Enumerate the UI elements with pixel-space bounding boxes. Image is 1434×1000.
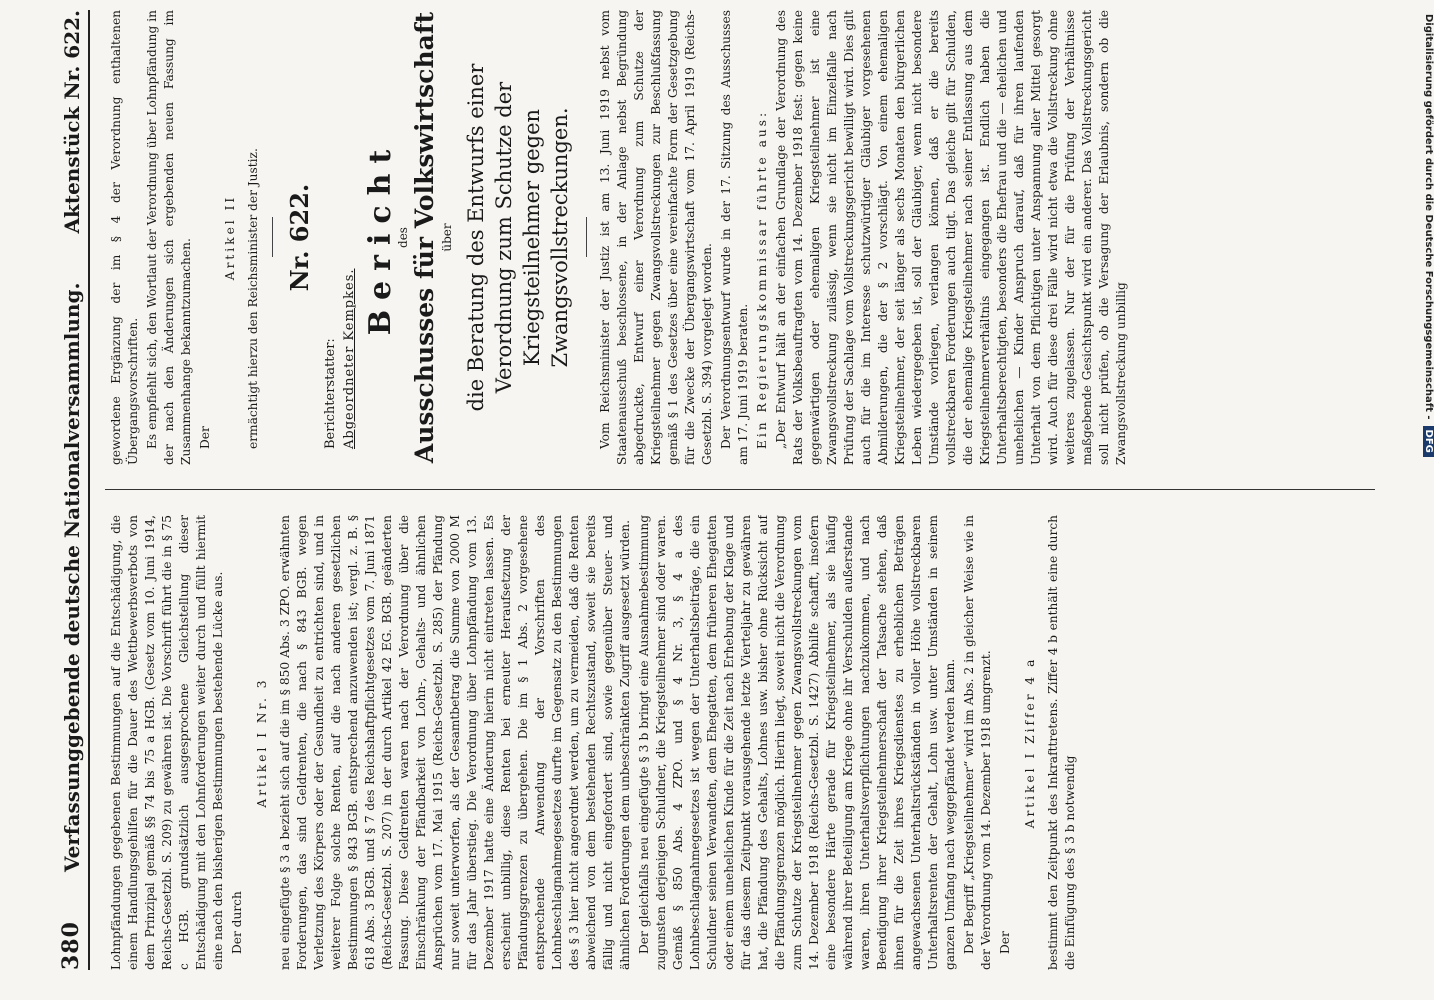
section-1-paragraph: neu eingefügte § 3 a bezieht sich auf die im § 850 Abs. 3 ZPO. erwähnten Forderungen, das sind Geldrenten, die nach § 843 BGB. wegen Verletzung des Körpers oder der Gesundheit zu entrichten sind, und in weiterer Folge solche Renten, auf die nach anderen gesetzlichen Bestimmungen § 843 BGB. entsprechend anzuwenden ist; vergl. z. B. § 618 Abs. 3 BGB. und § 7 des Reichshaftpflichtgesetzes vom 7. Juni 1871 (Reichs-Gesetzbl. S. 207) in der durch Artikel 42 EG. BGB. geänderten Fassung. Diese Geldrenten waren nach der Verordnung über die Einschränkung der Pfändbarkeit von Lohn-, Gehalts- und ähnlichen Ansprüchen vom 17. Mai 1915 (Reichs-Gesetzbl. S. 285) der Pfändung nur soweit unterworfen, als der Gesamtbetrag die Summe von 2000 M für das Jahr überstieg. Die Verordnung über Lohnpfändung vom 13. Dezember 1917 hatte eine Änderung hierin nicht eintreten lassen. Es erscheint unbillig, diese Renten bei erneuter Heraufsetzung der Pfändungsgrenzen zu übergehen. Die im § 1 Abs. 2 vorgesehene entsprechende Anwendung der Vorschriften des Lohnbeschlagnahmegesetzes durfte im Gegensatz zu den Bestimmungen des § 3 hier nicht angeordnet werden, um zu vermeiden, daß die Renten abweichend von dem bestehenden Rechtszustand, soweit sie bereits fällig und nicht eingefordert sind, sowie gegenüber Steuer- und ähnlichen Forderungen dem unbeschränkten Zugriff ausgesetzt würden. — [278, 515, 632, 970]
report-title: Bericht — [363, 139, 398, 336]
heading-artikel-1-nr-3: Artikel I Nr. 3 — [255, 677, 269, 808]
committee-name: Ausschusses für Volkswirtschaft — [410, 11, 439, 464]
column-divider — [105, 489, 1375, 490]
page-number: 380 — [58, 921, 84, 970]
report-number: Nr. 622. — [285, 183, 314, 292]
berichterstatter-label: Berichterstatter: — [323, 338, 338, 449]
running-title: Verfassunggebende deutsche Nationalversammlung. — [60, 282, 84, 873]
artikel-2-text: ermächtigt hierzu den Reichsminister der Justiz. — [246, 148, 260, 449]
report-paragraph: Der Verordnungsentwurf wurde in der 17. Sitzung des Ausschusses am 17. Juni 1919 beraten. — [719, 10, 750, 465]
section-1-paragraph: Der gleichfalls neu eingefügte § 3 b bringt eine Ausnahmebestimmung zugunsten derjenigen Schuldner, die Kriegsteilnehmer sind oder waren. Gemäß § 850 Abs. 4 ZPO. und § 4 Nr. 3, § 4 a des Lohnbeschlagnahmegesetzes ist wegen der Unterhaltsbeiträge, die ein Schuldner seinen Verwandten, dem Ehegatten, dem früheren Ehegatten oder einem unehelichen Kinde für die Zeit nach Erhebung der Klage und für das diesem Zeitpunkt vorausgehende letzte Vierteljahr zu gewähren hat, die Pfändung des Gehalts, Lohnes usw. bisher ohne Rücksicht auf die Pfändungsgrenzen möglich. Hierin liegt, soweit nicht die Verordnung zum Schutze der Kriegsteilnehmer gegen Zwangsvollstreckungen vom 14. Dezember 1918 (Reichs-Gesetzbl. S. 1427) Abhilfe schafft, insofern eine besondere Härte gerade für Kriegsteilnehmer, als sie häufig während ihrer Beteiligung am Kriege ohne ihr Verschulden außerstande waren, ihren Unterhaltsverpflichtungen nachzukommen, und nach Beendigung ihrer Kriegsteilnehmerschaft der Tatsache stehen, daß ihnen für die Zeit ihres Kriegsdienstes zu erheblichen Beträgen angewachsenen Unterhaltsrückständen in voller Höhe vollstreckbaren Unterhaltsrenten der Gehalt, Lohn usw. unter Umständen in seinem ganzen Umfang nach weggepfändet werden kann. — [637, 515, 957, 970]
heading-artikel-1-ziffer-4a: Artikel I Ziffer 4 a — [1023, 656, 1037, 829]
divider — [586, 218, 587, 258]
continuation-paragraph: Es empfiehlt sich, den Wortlaut der Verordnung über Lohnpfändung in der nach den Änderungen sich ergebenden neuen Fassung im Zusammenhange bekanntzumachen. — [145, 10, 193, 465]
der-durch: Der durch — [230, 891, 244, 954]
report-paragraph: Vom Reichsminister der Justiz ist am 13. Juni 1919 nebst vom Staatenausschuß beschlossene, in der Anlage nebst Begründung abgedruckte, Entwurf einer Verordnung zum Schutze der Kriegsteilnehmer gegen Zwangsvollstreckungen zur Beschlußfassung gemäß § 1 des Gesetzes über eine vereinfachte Form der Gesetzgebung für die Zwecke der Übergangswirtschaft vom 17. April 1919 (Reichs-Gesetzbl. S. 394) vorgelegt worden. — [598, 10, 714, 465]
right-column — [108, 10, 1378, 465]
document-page — [50, 10, 1390, 970]
report-paragraph: „Der Entwurf hält an der einfachen Grundlage der Verordnung des Rats der Volksbeauftragten vom 14. Dezember 1918 fest: gegen keine gegenwärtigen oder ehemaligen Kriegsteilnehmer ist eine Zwangsvollstreckung zulässig, wenn sie nicht im Einzelfalle nach Prüfung der Sachlage vom Vollstreckungsgericht bewilligt wird. Dies gilt auch für die im Interesse schutzwürdiger Gläubiger vorgesehenen Abmilderungen, die der § 2 vorschlägt. Von einem ehemaligen Kriegsteilnehmer, der seit länger als sechs Monaten den bürgerlichen Leben wiedergegeben ist, soll der Gläubiger, wenn nicht besondere Umstände vorliegen, verlangen können, daß er die bereits vollstreckbaren Forderungen auch tilgt. Das gleiche gilt für Schulden, die der ehemalige Kriegsteilnehmer nach seiner Entlassung aus dem Kriegsteilnehmerverhältnis eingegangen ist. Endlich haben die Unterhaltsberechtigten, besonders die Ehefrau und die — ehelichen und unehelichen — Kinder Anspruch darauf, daß für ihren laufenden Unterhalt von dem Pflichtigen unter Anspannung aller Mittel gesorgt wird. Auch für diese drei Fälle wird nicht etwa die Vollstreckung ohne weiteres zugelassen. Nur der für die Prüfung der Verhältnisse maßgebende Gesichtspunkt wird ein anderer. Das Vollstreckungsgericht soll nicht prüfen, ob die Versagung der Erlaubnis, sondern ob die Zwangsvollstreckung unbillig — [774, 10, 1128, 465]
left-column — [108, 515, 1378, 970]
running-head — [50, 10, 90, 970]
digitization-stamp-text: Digitalisierung gefördert durch die Deutsche Forschungsgemeinschaft - — [1423, 14, 1434, 420]
berichterstatter-name: Abgeordneter Kempkes. — [342, 268, 357, 449]
aktenstueck-number: Aktenstück Nr. 622. — [60, 10, 84, 234]
continuation-paragraph: gewordene Ergänzung der im § 4 der Verordnung enthaltenen Übergangsvorschriften. — [109, 10, 140, 465]
digitization-stamp — [1423, 10, 1434, 457]
intro-paragraph: Lohnpfändungen gegebenen Bestimmungen auf die Entschädigung, die einem Handlungsgehilfen für die Dauer des Wettbewerbsverbots von dem Prinzipal gemäß §§ 74 bis 75 a HGB. (Gesetz vom 10. Juni 1914, Reichs-Gesetzbl. S. 209) zu gewähren ist. Die Vorschrift führt die in § 75 c HGB. grundsätzlich ausgesprochene Gleichstellung dieser Entschädigung mit den Lohnforderungen weiter durch und füllt hiermit eine nach den bisherigen Bestimmungen bestehende Lücke aus. — [109, 515, 225, 970]
des-label: des — [396, 227, 410, 248]
der-label: Der — [998, 931, 1012, 954]
dfg-logo: DFG — [1423, 426, 1434, 457]
section-2-paragraph: bestimmt den Zeitpunkt des Inkrafttretens. Ziffer 4 b enthält eine durch die Einfügung des § 3 b notwendig — [1046, 515, 1077, 970]
der-label: Der — [198, 426, 212, 449]
ueber-label: über — [440, 223, 454, 252]
heading-artikel-2: Artikel II — [223, 194, 237, 281]
section-1-paragraph: Der Begriff „Kriegsteilnehmer“ wird im Abs. 2 in gleicher Weise wie in der Verordnung vom 14. Dezember 1918 umgrenzt. — [962, 515, 993, 970]
report-paragraph: Ein Regierungskommissar führte aus: — [755, 109, 769, 449]
report-subject: die Beratung des Entwurfs einer Verordnung zum Schutze der Kriegsteilnehmer gegen Zwangsvollstreckungen. — [464, 63, 572, 412]
divider — [272, 218, 273, 258]
